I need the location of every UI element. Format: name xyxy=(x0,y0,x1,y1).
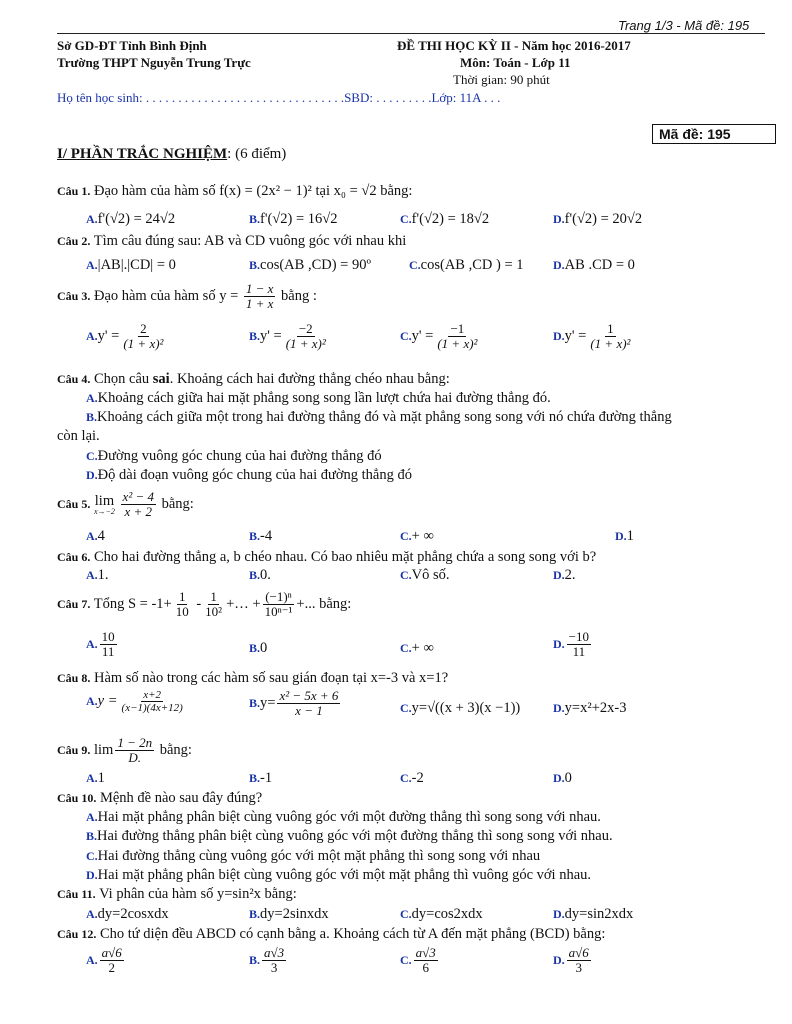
fraction xyxy=(414,946,438,976)
q6-option-d[interactable] xyxy=(553,567,576,584)
option-text: Khoảng cách giữa một trong hai đường thẳng đó và mặt phẳng song song với nó chứa đường thẳng xyxy=(97,409,672,425)
question-number: Câu 12. xyxy=(57,927,97,941)
section-title-text: I/ PHẦN TRẮC NGHIỆM xyxy=(57,146,228,162)
option-prefix: y' = xyxy=(97,328,120,345)
option-label: C. xyxy=(86,849,98,863)
option-text: Độ dài đoạn vuông góc chung của hai đường thẳng đó xyxy=(97,467,412,483)
question-text: Cho hai đường thẳng a, b chéo nhau. Có bao nhiêu mặt phẳng chứa a song song với b? xyxy=(93,549,597,565)
department: Sở GD-ĐT Tỉnh Bình Định xyxy=(57,38,207,53)
exam-title: ĐỀ THI HỌC KỲ II - Năm học 2016-2017 xyxy=(397,38,631,53)
ellipsis-end: +... xyxy=(296,596,316,613)
q12-option-d[interactable] xyxy=(553,946,593,976)
option-text: |AB|.|CD| = 0 xyxy=(97,257,176,273)
option-text: Hai đường thẳng phân biệt cùng vuông góc với một đường thẳng thì song song với nhau. xyxy=(97,828,613,844)
question-number: Câu 4. xyxy=(57,372,91,386)
option-label: B. xyxy=(86,829,98,843)
q8-option-b[interactable]: B.y= $\frac{\text{x² − 5x + 6}}{x - 1}$ xyxy=(249,688,339,719)
option-label: A. xyxy=(86,568,98,582)
option-text: Hai mặt phẳng phân biệt cùng vuông góc với một mặt phẳng thì vuông góc với nhau. xyxy=(97,867,592,883)
option-text: dy=2sinxdx xyxy=(260,906,329,922)
question-9 xyxy=(57,736,192,766)
option-label: C. xyxy=(400,529,412,543)
numerator: 1 − x xyxy=(245,281,274,296)
fraction xyxy=(100,630,117,660)
option-label: B. xyxy=(249,329,261,344)
fraction xyxy=(567,630,591,660)
option-label: A. xyxy=(86,953,98,968)
option-label: D. xyxy=(86,468,98,482)
question-text: Tổng S = -1+ xyxy=(93,596,172,613)
option-text: 4 xyxy=(97,528,105,544)
option-label: D. xyxy=(86,868,98,882)
option-label: C. xyxy=(400,771,412,785)
question-text: Hàm số nào trong các hàm số sau gián đoạn tại x=-3 và x=1? xyxy=(93,670,449,686)
option-label: D. xyxy=(553,637,565,652)
q10-option-a[interactable] xyxy=(86,809,601,826)
option-label: B. xyxy=(249,771,261,785)
q3-option-a[interactable] xyxy=(86,322,167,352)
q1-option-a[interactable] xyxy=(86,211,175,228)
question-text: Cho tứ diện đều ABCD có cạnh bằng a. Khoảng cách từ A đến mặt phẳng (BCD) bằng: xyxy=(99,926,606,942)
subject: Môn: Toán - Lớp 11 xyxy=(460,55,571,70)
option-text: 1 xyxy=(626,528,634,544)
option-label: D. xyxy=(615,529,627,543)
denominator: 10ⁿ⁻¹ xyxy=(264,604,293,620)
school-name: Trường THPT Nguyễn Trung Trực xyxy=(57,55,251,70)
page-info: Trang 1/3 - Mã đề: 195 xyxy=(618,18,750,33)
denominator: 6 xyxy=(422,960,429,976)
option-text: Vô số. xyxy=(411,567,450,583)
q11-option-b[interactable] xyxy=(249,906,329,923)
q9-option-b[interactable] xyxy=(249,770,272,787)
q4-option-b[interactable] xyxy=(86,409,672,426)
exam-code-box: Mã đề: 195 xyxy=(652,124,776,144)
option-prefix: y' = xyxy=(411,328,434,345)
q8-option-c[interactable] xyxy=(400,700,520,717)
q5-option-c[interactable] xyxy=(400,528,434,545)
emphasis-word: sai xyxy=(152,371,170,387)
fraction xyxy=(277,689,340,719)
q4-option-a[interactable] xyxy=(86,390,551,407)
option-label: A. xyxy=(86,771,98,785)
question-text: Vi phân của hàm số y=sin²x bằng: xyxy=(99,886,297,902)
header-rule xyxy=(57,33,765,34)
question-tail: bằng: xyxy=(159,742,192,759)
question-12 xyxy=(57,926,605,943)
q10-option-b[interactable] xyxy=(86,828,613,845)
option-label: A. xyxy=(86,810,98,824)
option-label: C. xyxy=(400,212,412,226)
q9-option-a[interactable] xyxy=(86,770,105,787)
option-label: D. xyxy=(553,953,565,968)
numerator: x² − 5x + 6 xyxy=(279,688,339,703)
q12-option-c[interactable] xyxy=(400,946,440,976)
student-info-line: Họ tên học sinh: . . . . . . . . . . . . . . . . . . . . . . . . . . . . . . .SBD: . . . . . . . . .Lớp: 11A . . . xyxy=(57,90,501,105)
fraction xyxy=(203,590,224,620)
q2-option-d[interactable] xyxy=(553,257,635,274)
numerator: −1 xyxy=(450,321,465,336)
option-label: A. xyxy=(86,212,98,226)
denominator: (x−1)(4x+12) xyxy=(121,702,183,715)
fraction xyxy=(120,689,185,714)
numerator: (−1)ⁿ xyxy=(265,589,292,604)
option-label: C. xyxy=(409,258,421,272)
fraction xyxy=(121,490,156,520)
fraction xyxy=(115,736,154,766)
option-text: 0 xyxy=(564,770,572,786)
option-text: 1 xyxy=(97,770,105,786)
option-text: dy=2cosxdx xyxy=(97,906,169,922)
option-text: Đường vuông góc chung của hai đường thẳng đó xyxy=(97,448,382,464)
q2-option-a[interactable] xyxy=(86,257,176,274)
section-points: : (6 điểm) xyxy=(227,146,287,162)
option-label: B. xyxy=(249,568,261,582)
option-label: A. xyxy=(86,637,98,652)
option-text: f'(√2) = 20√2 xyxy=(564,211,643,227)
question-2 xyxy=(57,233,406,250)
option-text: y=x²+2x-3 xyxy=(564,700,627,716)
option-text: f'(√2) = 24√2 xyxy=(97,211,176,227)
q8-option-d[interactable] xyxy=(553,700,626,717)
q4-option-d[interactable] xyxy=(86,467,412,484)
numerator: 1 − 2n xyxy=(117,735,153,750)
q6-option-c[interactable] xyxy=(400,567,450,584)
numerator: a√3 xyxy=(415,945,436,960)
fraction xyxy=(100,946,124,976)
q11-option-c[interactable] xyxy=(400,906,483,923)
numerator: −10 xyxy=(568,629,590,644)
option-text: dy=cos2xdx xyxy=(411,906,483,922)
option-label: A. xyxy=(86,329,98,344)
fraction xyxy=(435,322,479,352)
numerator: x² − 4 xyxy=(122,489,154,504)
question-number: Câu 7. xyxy=(57,597,91,612)
option-text: dy=sin2xdx xyxy=(564,906,634,922)
question-tail: bằng: xyxy=(161,496,194,513)
question-tail: bằng: xyxy=(319,596,352,613)
limit-word: lim xyxy=(94,492,115,509)
section-title xyxy=(57,146,286,163)
option-text: -4 xyxy=(260,528,273,544)
q5-option-a[interactable] xyxy=(86,528,105,545)
option-label: A. xyxy=(86,391,98,405)
question-text: Đạo hàm của hàm số xyxy=(93,183,216,199)
numerator: 1 xyxy=(210,589,217,604)
numerator: 10 xyxy=(101,629,115,644)
denominator: 3 xyxy=(270,960,278,976)
question-number: Câu 11. xyxy=(57,887,96,901)
option-text: + ∞ xyxy=(411,528,434,544)
denominator: 1 + x xyxy=(245,296,274,312)
question-number: Câu 8. xyxy=(57,671,91,685)
fraction xyxy=(262,946,286,976)
question-text: Tìm câu đúng sau: AB và CD vuông góc với nhau khi xyxy=(93,233,407,249)
option-label: A. xyxy=(86,529,98,543)
option-text: Hai mặt phẳng phân biệt cùng vuông góc với một đường thẳng thì song song với nhau. xyxy=(97,809,601,825)
option-label: D. xyxy=(553,701,565,715)
numerator: x+2 xyxy=(143,689,162,701)
option-label: D. xyxy=(553,258,565,272)
denominator: D. xyxy=(128,750,142,766)
option-label: C. xyxy=(400,329,412,344)
numerator: a√6 xyxy=(101,945,122,960)
denominator: 10² xyxy=(205,604,223,620)
numerator: −2 xyxy=(298,321,313,336)
q8-option-a[interactable]: A.y = $\frac{x+2}{(x-1)(4x+12)}$ xyxy=(86,689,183,715)
option-label: B. xyxy=(86,410,98,424)
option-text: + ∞ xyxy=(411,640,434,656)
option-label: B. xyxy=(249,258,261,272)
question-3 xyxy=(57,282,317,312)
option-label: D. xyxy=(553,212,565,226)
option-text: y=√((x + 3)(x −1)) xyxy=(411,700,521,716)
q7-option-d[interactable] xyxy=(553,630,593,660)
q6-option-b[interactable] xyxy=(249,567,271,584)
option-text: 1. xyxy=(97,567,109,583)
option-text: Hai đường thẳng cùng vuông góc với một mặt phẳng thì song song với nhau xyxy=(97,848,541,864)
question-number: Câu 3. xyxy=(57,289,91,304)
numerator: 1 xyxy=(607,321,614,336)
question-11 xyxy=(57,886,297,903)
q7-option-b[interactable] xyxy=(249,640,267,657)
question-tail: bằng : xyxy=(281,288,317,305)
fraction xyxy=(174,590,191,620)
question-text: Mệnh đề nào sau đây đúng? xyxy=(99,790,263,806)
question-7: Câu 7. Tổng S = -1+ $\frac{1}{10}$ - $\frac{1}{\text{10²}}$ +… + $\frac{\text{(−1)ⁿ}}{\text{10ⁿ⁻¹}}$ +... bằng: xyxy=(57,589,352,620)
q7-option-a[interactable] xyxy=(86,630,119,660)
option-label: A. xyxy=(86,258,98,272)
q5-option-b[interactable] xyxy=(249,528,272,545)
question-6 xyxy=(57,549,596,566)
denominator: 2 xyxy=(108,960,115,976)
option-label: A. xyxy=(86,907,98,921)
q12-option-b[interactable] xyxy=(249,946,288,976)
limit-word: lim xyxy=(93,742,114,759)
ellipsis-sum: +… + xyxy=(226,596,261,613)
limit xyxy=(94,494,115,517)
option-label: C. xyxy=(400,641,412,655)
option-text: cos(AB ,CD) = 90º xyxy=(260,257,371,273)
fraction xyxy=(244,282,276,312)
option-text: f'(√2) = 18√2 xyxy=(411,211,490,227)
q4-option-c[interactable] xyxy=(86,448,382,465)
limit-subscript: x→−2 xyxy=(93,507,115,517)
question-text: Chọn câu xyxy=(93,371,150,387)
fraction xyxy=(284,322,328,352)
denominator: x + 2 xyxy=(124,504,153,520)
question-number: Câu 5. xyxy=(57,497,91,512)
denominator: 3 xyxy=(575,960,582,976)
q5-option-d[interactable] xyxy=(615,528,634,545)
option-text: 0 xyxy=(260,640,268,656)
option-label: B. xyxy=(249,953,261,968)
option-text: f'(√2) = 16√2 xyxy=(260,211,338,227)
option-label: D. xyxy=(553,329,565,344)
option-label: B. xyxy=(249,641,261,655)
q3-option-b[interactable] xyxy=(249,322,330,352)
option-text: 0. xyxy=(260,567,271,583)
denominator: (1 + x)² xyxy=(590,336,631,352)
question-4 xyxy=(57,371,450,388)
fraction xyxy=(121,322,165,352)
numerator: 2 xyxy=(140,321,147,336)
option-label: C. xyxy=(400,953,412,968)
q4-option-b-cont: còn lại. xyxy=(57,428,100,444)
q11-option-d[interactable] xyxy=(553,906,633,923)
question-number: Câu 6. xyxy=(57,550,91,564)
option-label: B. xyxy=(249,529,261,543)
fraction xyxy=(263,590,295,620)
question-5 xyxy=(57,490,194,520)
q9-option-c[interactable] xyxy=(400,770,424,787)
q10-option-c[interactable] xyxy=(86,848,540,865)
question-number: Câu 10. xyxy=(57,791,97,805)
question-1 xyxy=(57,183,412,200)
option-label: D. xyxy=(553,568,565,582)
denominator: (1 + x)² xyxy=(437,336,478,352)
option-prefix: y' = xyxy=(564,328,587,345)
exam-time: Thời gian: 90 phút xyxy=(453,72,550,87)
option-text: -2 xyxy=(411,770,424,786)
denominator: 11 xyxy=(572,644,586,660)
q1-option-d[interactable] xyxy=(553,211,642,228)
option-label: B. xyxy=(249,907,261,921)
denominator: x − 1 xyxy=(295,703,323,719)
q9-option-d[interactable] xyxy=(553,770,572,787)
option-text: AB .CD = 0 xyxy=(564,257,635,273)
q12-option-a[interactable] xyxy=(86,946,126,976)
q3-option-d[interactable] xyxy=(553,322,634,352)
option-text: -1 xyxy=(260,770,273,786)
option-label: C. xyxy=(400,701,412,715)
question-text: Đạo hàm của hàm số y = xyxy=(93,288,239,305)
question-number: Câu 2. xyxy=(57,234,91,248)
option-label: C. xyxy=(86,449,98,463)
option-label: D. xyxy=(553,907,565,921)
q10-option-d[interactable] xyxy=(86,867,591,884)
q1-option-c[interactable] xyxy=(400,211,489,228)
denominator: 11 xyxy=(101,644,115,660)
question-10 xyxy=(57,790,262,807)
q1-option-b[interactable] xyxy=(249,211,337,228)
q2-option-c[interactable] xyxy=(409,257,524,274)
numerator: 1 xyxy=(178,589,186,604)
option-label: D. xyxy=(553,771,565,785)
denominator: (1 + x)² xyxy=(285,336,326,352)
q3-option-c[interactable] xyxy=(400,322,481,352)
numerator: a√6 xyxy=(568,945,589,960)
question-formula: f(x) = (2x² − 1)² tại x₀ = √2 bằng: xyxy=(219,183,413,199)
question-text-cont: . Khoảng cách hai đường thẳng chéo nhau bằng: xyxy=(169,371,450,387)
q11-option-a[interactable] xyxy=(86,906,169,923)
fraction xyxy=(588,322,632,352)
option-text: cos(AB ,CD ) = 1 xyxy=(420,257,524,273)
question-number: Câu 9. xyxy=(57,743,91,758)
option-label: B. xyxy=(249,212,261,226)
option-text: 2. xyxy=(564,567,576,583)
denominator: (1 + x)² xyxy=(123,336,164,352)
option-text: Khoảng cách giữa hai mặt phẳng song song lần lượt chứa hai đường thẳng đó. xyxy=(97,390,551,406)
option-label: C. xyxy=(400,907,412,921)
numerator: a√3 xyxy=(264,945,285,960)
option-prefix: y' = xyxy=(260,328,282,345)
q6-option-a[interactable] xyxy=(86,567,109,584)
question-8 xyxy=(57,670,448,687)
fraction xyxy=(567,946,591,976)
question-number: Câu 1. xyxy=(57,184,91,198)
q2-option-b[interactable] xyxy=(249,257,371,274)
denominator: 10 xyxy=(175,604,189,620)
option-label: C. xyxy=(400,568,412,582)
option-label: A. xyxy=(86,693,98,708)
q7-option-c[interactable] xyxy=(400,640,434,657)
option-label: B. xyxy=(249,696,261,711)
